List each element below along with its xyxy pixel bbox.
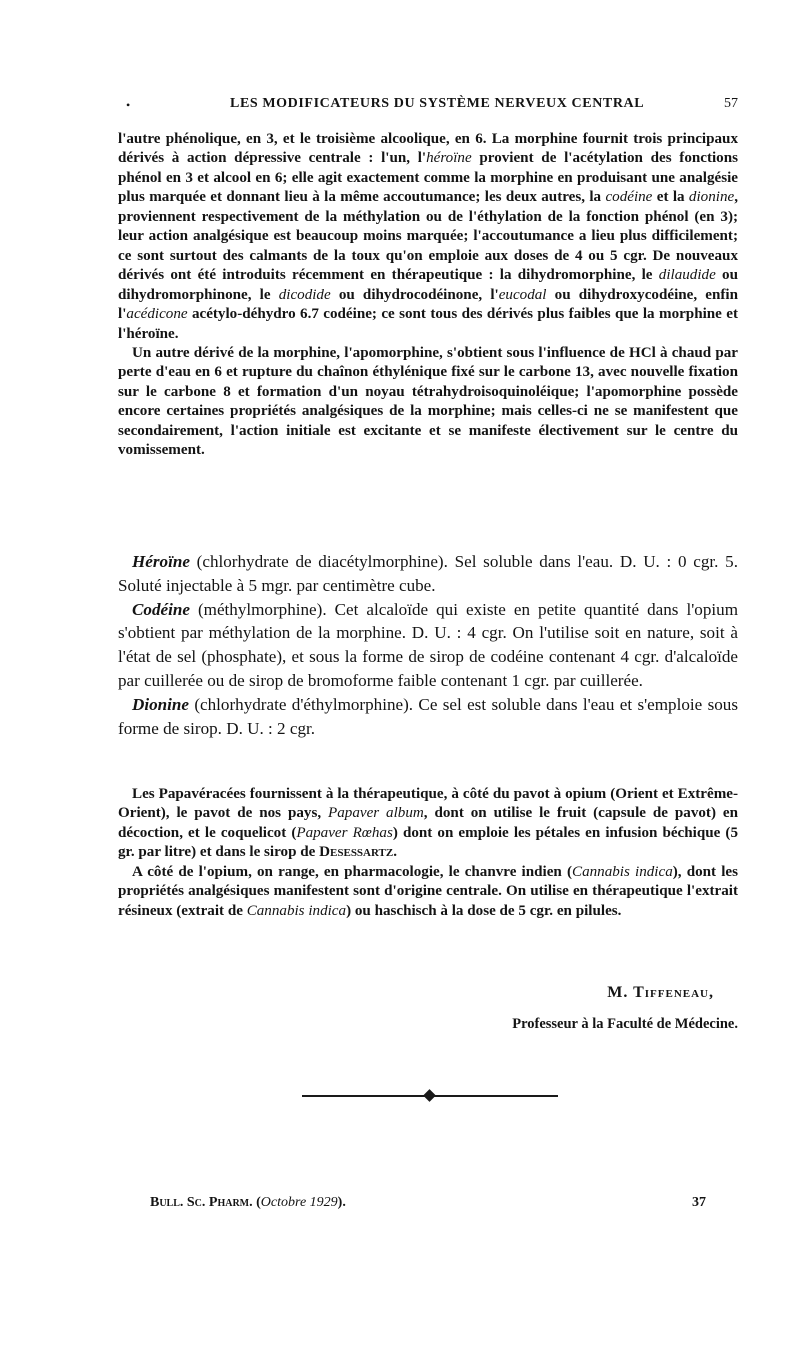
- dilaudide-term: dilaudide: [658, 267, 716, 284]
- cannabis-term: Cannabis indica: [572, 863, 673, 880]
- dicodide-term: dicodide: [278, 286, 331, 303]
- cannabis-paragraph: A côté de l'opium, on range, en pharmacologie, le chanvre indien (Cannabis indica), dont les propriétés analgésiques manifestent sont d'origine centrale. On utilise en thérapeutique l'extrait résineux (extrait de Cannabis indica) ou haschisch à la dose de 5 cgr. en pilules.: [118, 863, 738, 919]
- papaver-album-term: Papaver album: [328, 805, 424, 822]
- cannabis-term-2: Cannabis indica: [246, 902, 347, 919]
- dionine-heading: Dionine: [132, 694, 189, 714]
- acedicone-term: acédicone: [126, 306, 188, 323]
- codeine-entry: Codéine (méthylmorphine). Cet alcaloïde qui existe en petite quantité dans l'opium s'obtient par méthylation de la morphine. D. U. : 4 cgr. On l'utilise soit en nature, soit à l'état de sel (phosphate), et sous la forme de sirop de codéine contenant 4 cgr. d'alcaloïde par cuillerée ou de sirop de bromoforme faible contenant 1 cgr. par cuillerée.: [118, 599, 738, 690]
- page-footer: [150, 1195, 706, 1219]
- codeine-term: codéine: [605, 189, 653, 206]
- running-head: [118, 94, 738, 118]
- eucodal-term: eucodal: [498, 286, 547, 303]
- section-divider: [302, 1090, 558, 1102]
- heroine-entry: Héroïne (chlorhydrate de diacétylmorphine). Sel soluble dans l'eau. D. U. : 0 cgr. 5. Soluté injectable à 5 mgr. par centimètre cube.: [118, 552, 738, 595]
- diamond-ornament-icon: [423, 1089, 436, 1102]
- journal-issue: Octobre 1929: [260, 1195, 338, 1210]
- opiate-derivatives-section: [118, 130, 738, 461]
- desessartz-name: Desessartz: [319, 844, 394, 861]
- heroine-term: héroïne: [426, 150, 472, 167]
- footer-page-number: 37: [692, 1195, 706, 1210]
- running-title: LES MODIFICATEURS DU SYSTÈME NERVEUX CENTRAL: [230, 96, 645, 111]
- author-affiliation: Professeur à la Faculté de Médecine.: [512, 1016, 738, 1032]
- morphine-derivatives-paragraph: l'autre phénolique, en 3, et le troisième alcoolique, en 6. La morphine fournit trois principaux dérivés à action dépressive centrale : l'un, l'héroïne provient de l'acétylation des fonctions phénol en 3 et alcool en 6; elle agit exactement comme la morphine en produisant une analgésie plus marquée et donnant lieu à la même accoutumance; les deux autres, la codéine et la dionine, proviennent respectivement de la méthylation ou de l'éthylation de la fonction phénol (en 3); leur action analgésique est beaucoup moins marquée; l'accoutumance a lieu plus difficilement; ce sont surtout des calmants de la toux qu'on emploie aux doses de 4 ou 5 cgr. De nouveaux dérivés ont été introduits récemment en thérapeutique : la dihydromorphine, le dilaudide ou dihydromorphinone, le dicodide ou dihydrocodéinone, l'eucodal ou dihydroxycodéine, enfin l'acédicone acétylo-déhydro 6.7 codéine; ce sont tous des dérivés plus faibles que la morphine et l'héroïne.: [118, 131, 738, 342]
- apomorphine-paragraph: Un autre dérivé de la morphine, l'apomorphine, s'obtient sous l'influence de HCl à chaud par perte d'eau en 6 et rupture du chaînon éthylénique fixé sur le carbone 13, avec nouvelle fixation sur le carbone 8 et formation d'un noyau tétrahydroisoquinoléique; l'apomorphine possède encore certaines propriétés analgésiques de la morphine; mais celles-ci ne se manifestent que secondairement, l'action initiale est excitante et se manifeste électivement sur le centre du vomissement.: [118, 344, 738, 459]
- author-signature: M. Tiffeneau,: [607, 984, 714, 1001]
- papaver-rhoeas-term: Papaver Rœhas: [296, 824, 393, 841]
- papaveraceae-paragraph: Les Papavéracées fournissent à la thérapeutique, à côté du pavot à opium (Orient et Extrême-Orient), le pavot de nos pays, Papaver album, dont on utilise le fruit (capsule de pavot) en décoction, et le coquelicot (Papaver Rœhas) dont on emploie les pétales en infusion béchique (5 gr. par litre) et dans le sirop de Desessartz.: [118, 786, 738, 861]
- journal-citation: Bull. Sc. Pharm. (Octobre 1929).: [150, 1195, 346, 1210]
- journal-name: Bull. Sc. Pharm.: [150, 1195, 253, 1210]
- heroine-heading: Héroïne: [132, 552, 190, 571]
- dionine-entry: Dionine (chlorhydrate d'éthylmorphine). Ce sel est soluble dans l'eau et s'emploie sous forme de sirop. D. U. : 2 cgr.: [118, 694, 738, 738]
- dionine-term: dionine: [688, 189, 735, 206]
- papaveraceae-section: [118, 785, 738, 921]
- codeine-heading: Codéine: [132, 599, 190, 619]
- header-bullet: •: [126, 98, 131, 112]
- header-page-number: 57: [724, 96, 738, 111]
- drug-monographs: [118, 550, 738, 740]
